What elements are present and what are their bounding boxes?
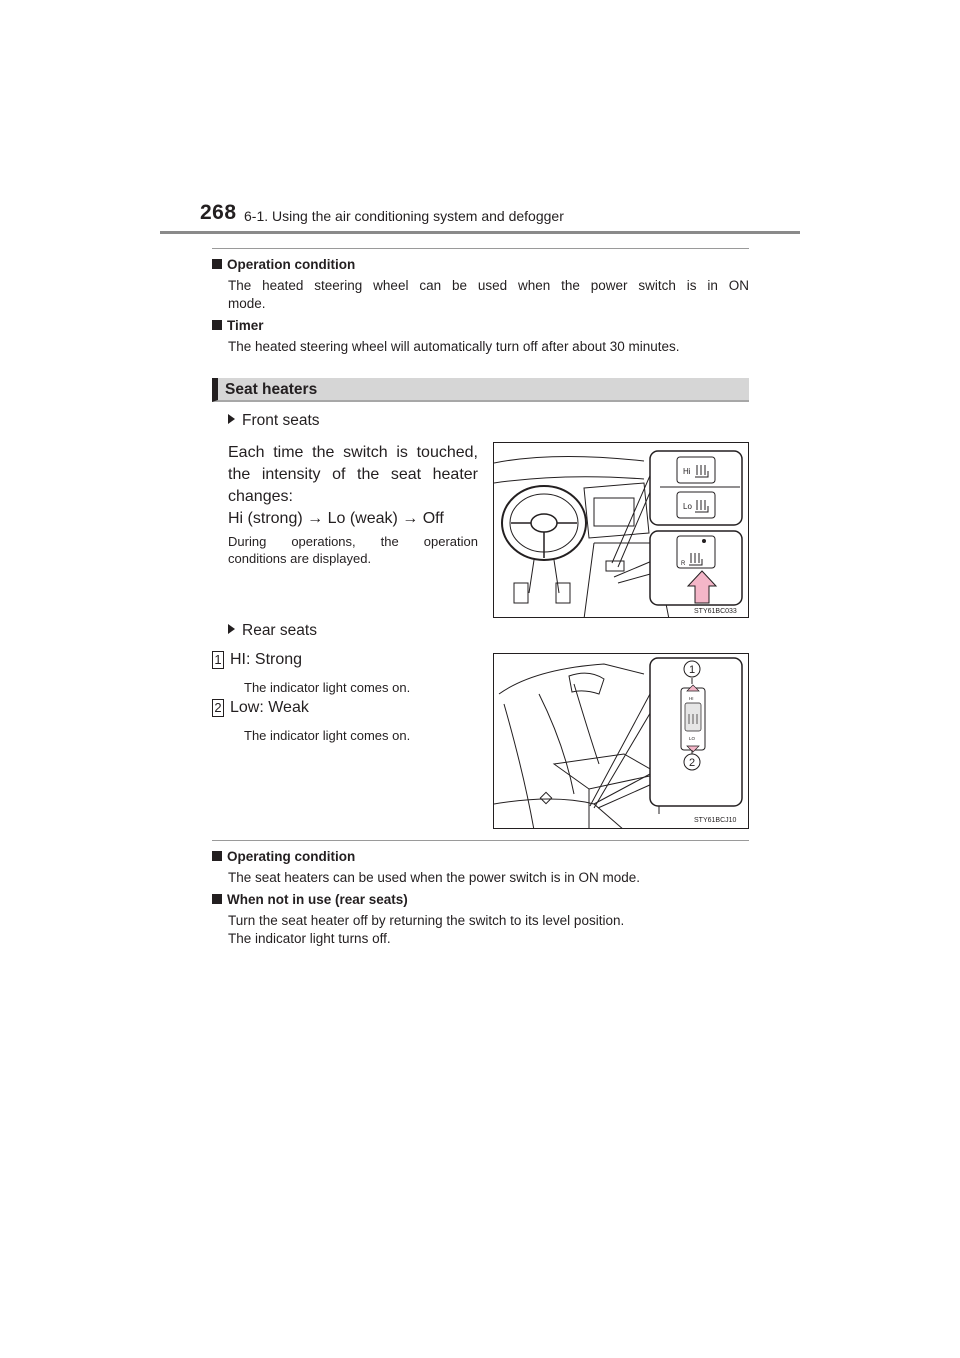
front-seats-heading: Front seats (228, 412, 320, 430)
divider (212, 248, 749, 249)
header-rule (160, 231, 800, 234)
rear-seat-illustration (494, 654, 749, 829)
switch-lo-label: LO (689, 736, 696, 741)
rear-item-2-note: The indicator light comes on. (244, 728, 411, 743)
figure-code: STY61BCJ10 (694, 817, 737, 824)
switch-hi-label: HI (689, 696, 694, 701)
section-banner (212, 378, 749, 402)
note-title-when-not-in-use: When not in use (rear seats) (212, 892, 408, 907)
callout-2-label: 2 (689, 757, 696, 769)
rear-item-2: 2 Low: Weak (212, 699, 309, 717)
triangle-bullet-icon (228, 624, 235, 634)
front-seats-note: During operations, the operation conditions are displayed. (228, 534, 478, 566)
rear-item-1: 1 HI: Strong (212, 651, 302, 669)
divider (212, 840, 749, 841)
note-title-operation-condition: Operation condition (212, 257, 355, 272)
front-seat-heater-figure (493, 442, 749, 618)
rear-seats-heading: Rear seats (228, 622, 317, 640)
square-bullet-icon (212, 894, 222, 904)
triangle-bullet-icon (228, 414, 235, 424)
number-marker: 1 (212, 651, 224, 669)
square-bullet-icon (212, 259, 222, 269)
callout-1-label: 1 (689, 664, 696, 676)
hi-label: Hi (683, 467, 691, 476)
rear-seat-heater-figure (493, 653, 749, 829)
note-title-timer: Timer (212, 318, 264, 333)
r-label: R (681, 561, 686, 567)
lo-label: Lo (683, 502, 692, 511)
note-text: The heated steering wheel can be used when the power switch is in ON mode. (228, 278, 749, 311)
note-text: The seat heaters can be used when the power switch is in ON mode. (228, 870, 640, 885)
page-number: 268 (200, 201, 237, 224)
square-bullet-icon (212, 851, 222, 861)
section-title: 6-1. Using the air conditioning system and defogger (244, 208, 564, 224)
note-text: Turn the seat heater off by returning the switch to its level position. The indicator light turns off. (228, 913, 625, 946)
square-bullet-icon (212, 320, 222, 330)
number-marker: 2 (212, 699, 224, 717)
note-title-operating-condition: Operating condition (212, 849, 355, 864)
rear-item-1-note: The indicator light comes on. (244, 680, 411, 695)
section-banner-title: Seat heaters (225, 381, 318, 398)
front-seats-description: Each time the switch is touched, the intensity of the seat heater changes: Hi (strong) → Lo (weak) → Off (228, 444, 478, 527)
figure-code: STY61BC033 (694, 608, 737, 615)
dashboard-illustration (494, 443, 749, 618)
note-text: The heated steering wheel will automatically turn off after about 30 minutes. (228, 339, 680, 354)
